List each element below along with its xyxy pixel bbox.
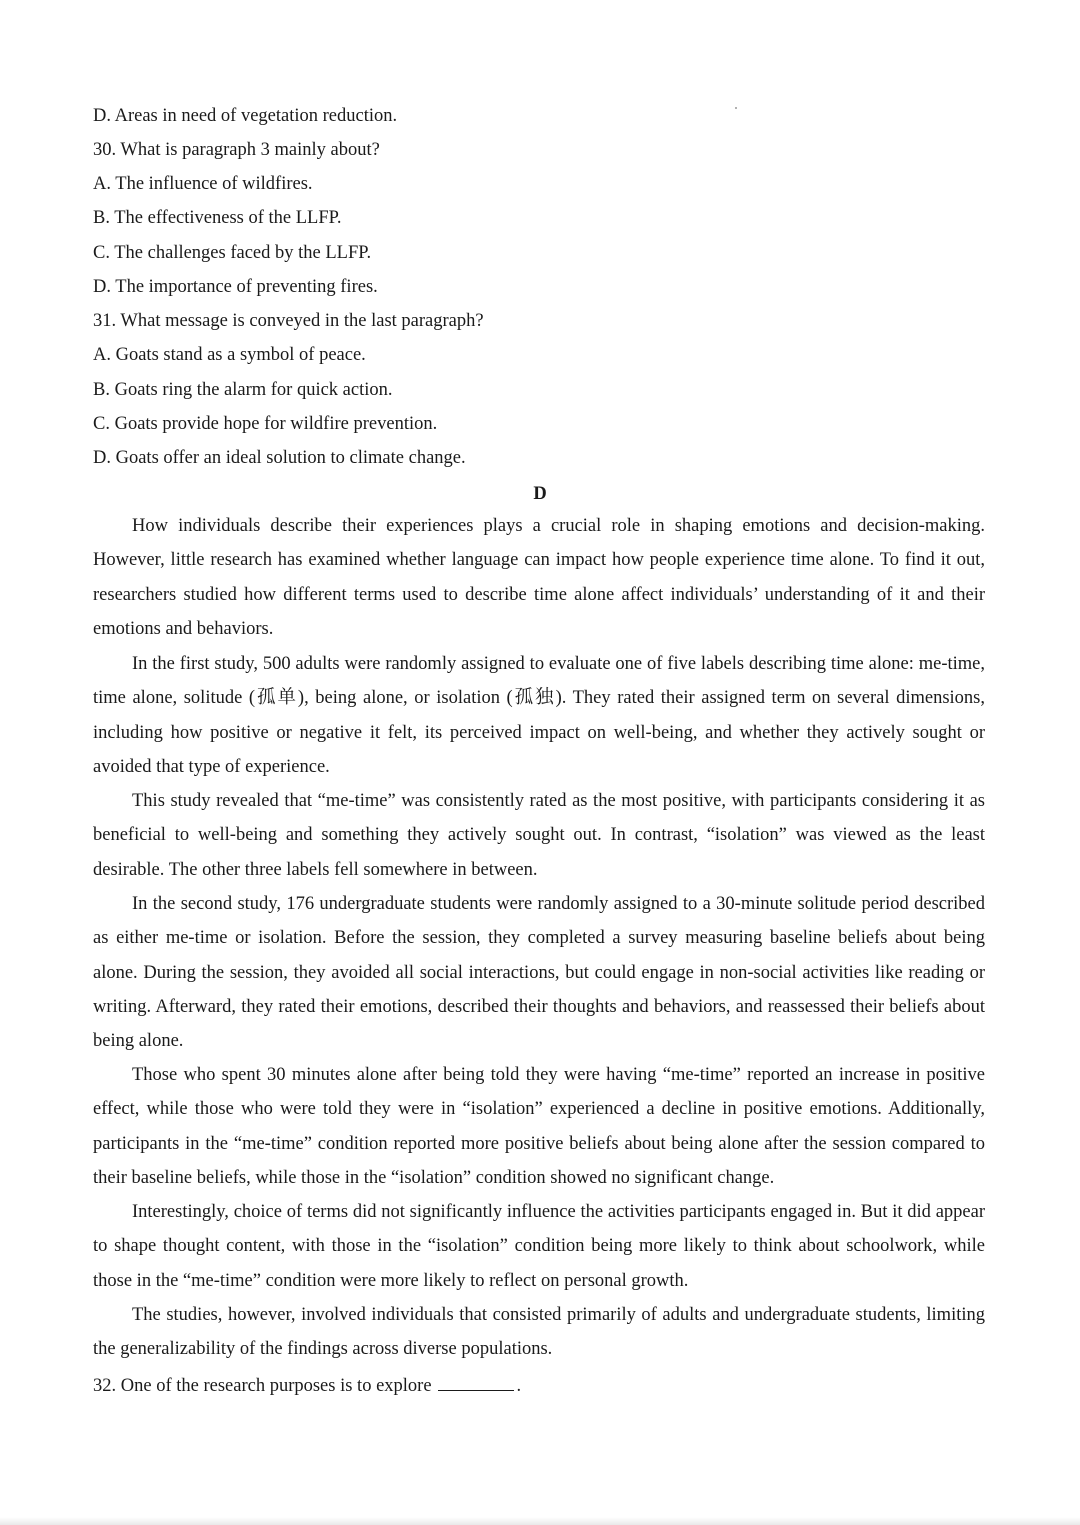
q30-stem: 30. What is paragraph 3 mainly about? — [93, 140, 380, 160]
q32-period: . — [516, 1376, 522, 1396]
scan-bottom-edge — [0, 1517, 1080, 1525]
q31-stem: 31. What message is conveyed in the last paragraph? — [93, 311, 484, 331]
passage-paragraph-6: Interestingly, choice of terms did not significantly influence the activities participants engaged in. But it did appear to shape thought content, with those in the “isolation” condition being more likely to think about schoolwork, while those in the “me-time” condition were more likely to reflect on personal growth. — [93, 1202, 985, 1291]
scan-speck — [735, 107, 737, 109]
section-heading: D — [533, 484, 547, 504]
q32-text: 32. One of the research purposes is to explore — [93, 1376, 432, 1396]
q29-option-d: D. Areas in need of vegetation reduction. — [93, 106, 398, 126]
passage-paragraph-1: How individuals describe their experiences plays a crucial role in shaping emotions and decision-making. However, little research has examined whether language can impact how people experience time alone. To find it out, researchers studied how different terms used to describe time alone affect individuals’ understanding of it and their emotions and behaviors. — [93, 516, 985, 639]
q30-option-a: A. The influence of wildfires. — [93, 174, 313, 194]
q30-option-d: D. The importance of preventing fires. — [93, 277, 378, 297]
passage-paragraph-5: Those who spent 30 minutes alone after being told they were having “me-time” reported an increase in positive effect, while those who were told they were in “isolation” experienced a decline in positive emotions. Additionally, participants in the “me-time” condition reported more positive beliefs about being alone after the session compared to their baseline beliefs, while those in the “isolation” condition showed no significant change. — [93, 1065, 985, 1188]
q30-option-b: B. The effectiveness of the LLFP. — [93, 208, 342, 228]
passage-paragraph-3: This study revealed that “me-time” was consistently rated as the most positive, with participants considering it as beneficial to well-being and something they actively sought out. In contrast, “isolation” was viewed as the least desirable. The other three labels fell somewhere in between. — [93, 791, 985, 880]
passage-paragraph-2: In the first study, 500 adults were randomly assigned to evaluate one of five labels describing time alone: me-time, time alone, solitude (孤单), being alone, or isolation (孤独). They rated their assigned term on several dimensions, including how positive or negative it felt, its perceived impact on well-being, and whether they actively sought or avoided that type of experience. — [93, 654, 985, 777]
q30-option-c: C. The challenges faced by the LLFP. — [93, 243, 372, 263]
q31-option-a: A. Goats stand as a symbol of peace. — [93, 345, 366, 365]
passage-paragraph-7: The studies, however, involved individuals that consisted primarily of adults and undergraduate students, limiting the generalizability of the findings across diverse populations. — [93, 1305, 985, 1360]
answer-blank — [438, 1372, 514, 1391]
q31-option-b: B. Goats ring the alarm for quick action. — [93, 380, 393, 400]
q32-stem — [93, 1372, 521, 1398]
q31-option-c: C. Goats provide hope for wildfire prevention. — [93, 414, 438, 434]
q31-option-d: D. Goats offer an ideal solution to climate change. — [93, 448, 466, 468]
passage-paragraph-4: In the second study, 176 undergraduate students were randomly assigned to a 30-minute solitude period described as either me-time or isolation. Before the session, they completed a survey measuring baseline beliefs about being alone. During the session, they avoided all social interactions, but could engage in non-social activities like reading or writing. Afterward, they rated their emotions, described their thoughts and behaviors, and reassessed their beliefs about being alone. — [93, 894, 985, 1052]
